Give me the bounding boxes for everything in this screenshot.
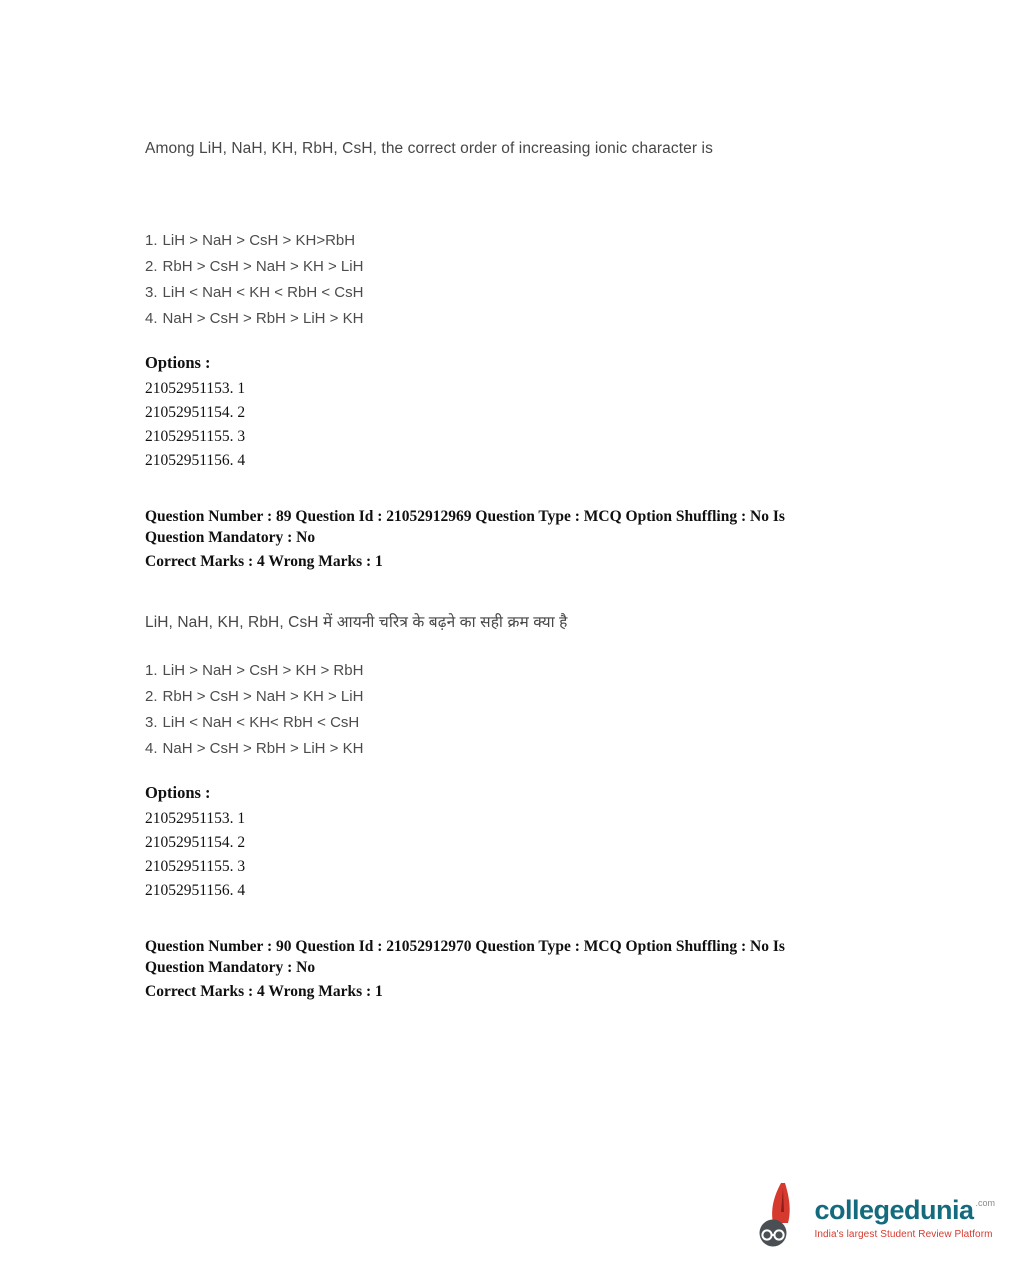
option-number: 2. bbox=[145, 688, 158, 705]
question-89-metadata bbox=[145, 507, 905, 572]
option-line bbox=[145, 710, 905, 736]
answer-options-english bbox=[145, 228, 905, 332]
option-number: 1. bbox=[145, 662, 158, 679]
option-number: 2. bbox=[145, 258, 158, 275]
question-90-metadata bbox=[145, 937, 905, 1002]
option-line bbox=[145, 254, 905, 280]
option-id: 21052951153. 1 bbox=[145, 380, 246, 397]
option-line bbox=[145, 228, 905, 254]
option-number: 1. bbox=[145, 232, 158, 249]
option-id: 21052951155. 3 bbox=[145, 858, 246, 875]
metadata-marks: Correct Marks : 4 Wrong Marks : 1 bbox=[145, 982, 383, 1000]
metadata-line-1: Question Number : 90 Question Id : 21052912970 Question Type : MCQ Option Shuffling : No Is bbox=[145, 938, 785, 955]
option-id: 21052951153. 1 bbox=[145, 810, 246, 827]
option-id: 21052951154. 2 bbox=[145, 834, 246, 851]
metadata-line-2: Question Mandatory : No bbox=[145, 958, 316, 976]
collegedunia-logo bbox=[756, 1182, 995, 1248]
brand-tagline: India's largest Student Review Platform bbox=[814, 1229, 993, 1240]
metadata-marks: Correct Marks : 4 Wrong Marks : 1 bbox=[145, 552, 383, 570]
option-id-list bbox=[145, 807, 905, 903]
options-heading: Options : bbox=[145, 783, 211, 802]
option-text: LiH < NaH < KH< RbH < CsH bbox=[162, 714, 360, 731]
option-line bbox=[145, 736, 905, 762]
option-line bbox=[145, 280, 905, 306]
option-text: RbH > CsH > NaH > KH > LiH bbox=[162, 258, 364, 275]
option-number: 4. bbox=[145, 740, 158, 757]
brand-name: collegedunia bbox=[814, 1195, 974, 1225]
option-id: 21052951156. 4 bbox=[145, 882, 246, 899]
option-text: LiH > NaH > CsH > KH > RbH bbox=[162, 662, 364, 679]
metadata-line-2: Question Mandatory : No bbox=[145, 528, 316, 546]
question-text-english: Among LiH, NaH, KH, RbH, CsH, the correct order of increasing ionic character is bbox=[145, 140, 713, 157]
option-line bbox=[145, 658, 905, 684]
option-text: LiH > NaH > CsH > KH>RbH bbox=[162, 232, 356, 249]
answer-options-hindi bbox=[145, 658, 905, 762]
question-text-hindi: LiH, NaH, KH, RbH, CsH में आयनी चरित्र के बढ़ने का सही क्रम क्या है bbox=[145, 614, 568, 631]
option-id: 21052951155. 3 bbox=[145, 428, 246, 445]
option-text: LiH < NaH < KH < RbH < CsH bbox=[162, 284, 364, 301]
option-id: 21052951154. 2 bbox=[145, 404, 246, 421]
option-number: 3. bbox=[145, 714, 158, 731]
option-text: NaH > CsH > RbH > LiH > KH bbox=[162, 310, 364, 327]
collegedunia-mascot-icon bbox=[756, 1182, 806, 1248]
option-number: 4. bbox=[145, 310, 158, 327]
option-id: 21052951156. 4 bbox=[145, 452, 246, 469]
option-line bbox=[145, 306, 905, 332]
options-heading: Options : bbox=[145, 353, 211, 372]
option-line bbox=[145, 684, 905, 710]
option-text: NaH > CsH > RbH > LiH > KH bbox=[162, 740, 364, 757]
brand-suffix: .com bbox=[975, 1198, 995, 1208]
option-id-list bbox=[145, 377, 905, 473]
metadata-line-1: Question Number : 89 Question Id : 21052912969 Question Type : MCQ Option Shuffling : No Is bbox=[145, 508, 785, 525]
logo-text-block bbox=[814, 1182, 995, 1240]
option-number: 3. bbox=[145, 284, 158, 301]
option-text: RbH > CsH > NaH > KH > LiH bbox=[162, 688, 364, 705]
